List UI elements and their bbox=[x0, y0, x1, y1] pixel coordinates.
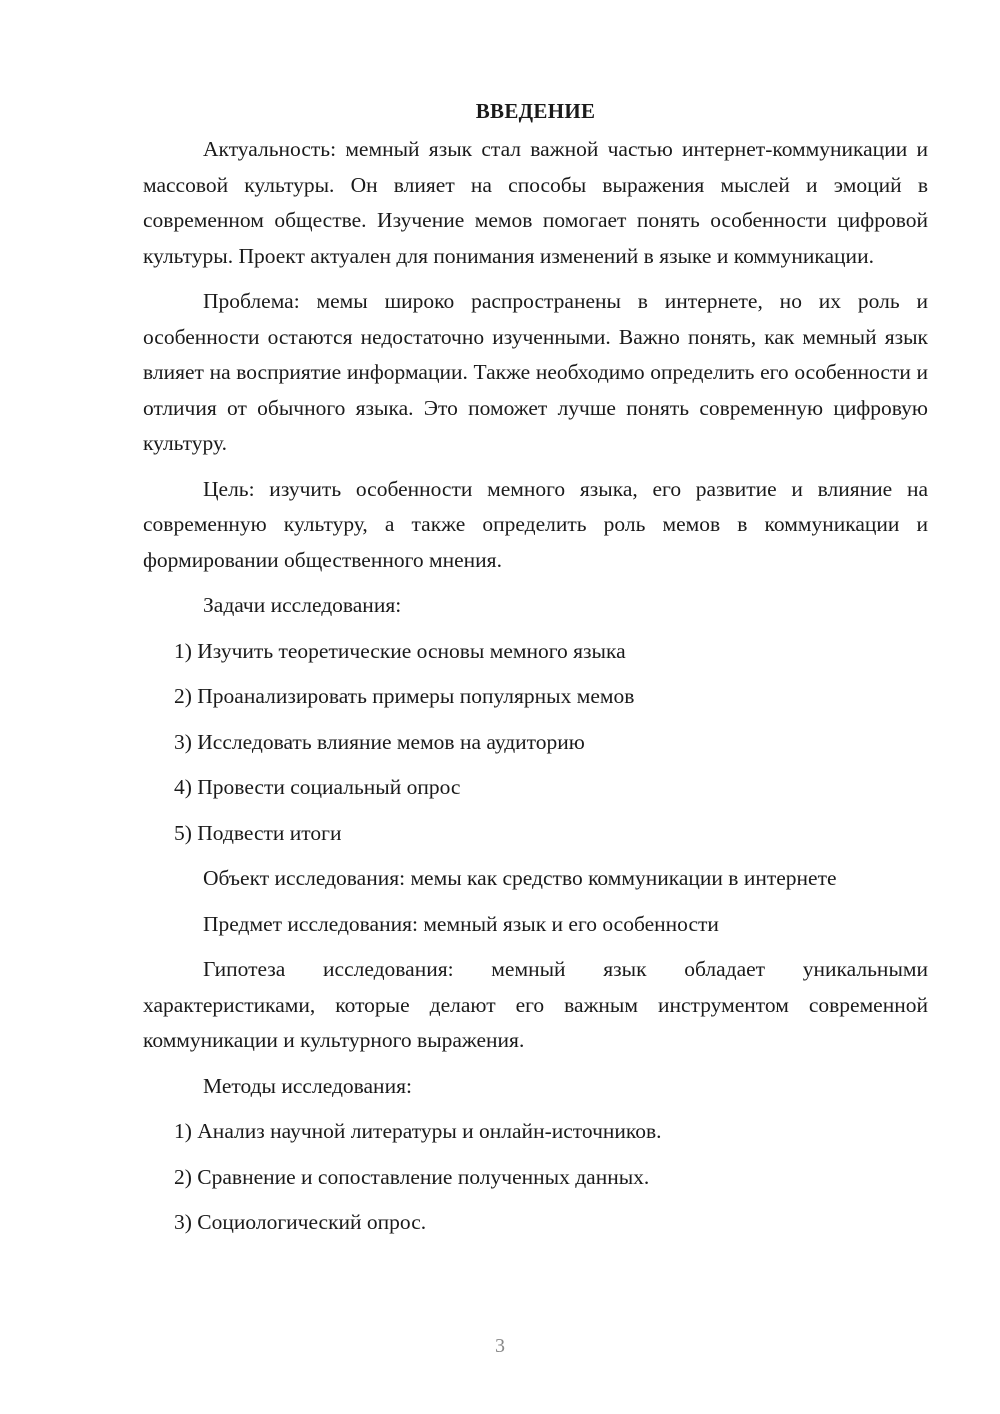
methods-label: Методы исследования: bbox=[203, 1073, 412, 1098]
document-page bbox=[143, 96, 928, 1251]
subject-paragraph: Предмет исследования: мемный язык и его особенности bbox=[203, 911, 719, 936]
list-item: 3) Исследовать влияние мемов на аудиторию bbox=[174, 729, 585, 754]
list-item: 2) Сравнение и сопоставление полученных данных. bbox=[174, 1164, 650, 1189]
tasks-label: Задачи исследования: bbox=[203, 593, 402, 617]
list-item: 1) Изучить теоретические основы мемного языка bbox=[174, 638, 626, 663]
list-item: 5) Подвести итоги bbox=[174, 820, 342, 845]
hypothesis-paragraph: Гипотеза исследования: мемный язык обладает уникальными характеристиками, которые делают его важным инструментом современной коммуникации и культурного выражения. bbox=[143, 957, 928, 1052]
object-paragraph: Объект исследования: мемы как средство коммуникации в интернете bbox=[203, 866, 837, 890]
page-title: ВВЕДЕНИЕ bbox=[475, 99, 596, 123]
tasks-list bbox=[143, 634, 928, 852]
list-item: 4) Провести социальный опрос bbox=[174, 775, 461, 799]
relevance-paragraph: Актуальность: мемный язык стал важной частью интернет-коммуникации и массовой культуры. Он влияет на способы выражения мыслей и эмоций в современном обществе. Изучение мемов помогает понять особенности цифровой культуры. Проект актуален для понимания изменений в языке и коммуникации. bbox=[143, 137, 928, 268]
goal-paragraph: Цель: изучить особенности мемного языка, его развитие и влияние на современную культуру, а также определить роль мемов в коммуникации и формировании общественного мнения. bbox=[143, 476, 928, 572]
methods-list bbox=[143, 1114, 928, 1241]
list-item: 1) Анализ научной литературы и онлайн-источников. bbox=[174, 1119, 662, 1143]
list-item: 3) Социологический опрос. bbox=[174, 1210, 427, 1234]
page-number: 3 bbox=[495, 1335, 505, 1357]
list-item: 2) Проанализировать примеры популярных мемов bbox=[174, 684, 635, 708]
problem-paragraph: Проблема: мемы широко распространены в интернете, но их роль и особенности остаются недостаточно изученными. Важно понять, как мемный язык влияет на восприятие информации. Также необходимо определить его особенности и отличия от обычного языка. Это поможет лучше понять современную цифровую культуру. bbox=[143, 289, 928, 455]
